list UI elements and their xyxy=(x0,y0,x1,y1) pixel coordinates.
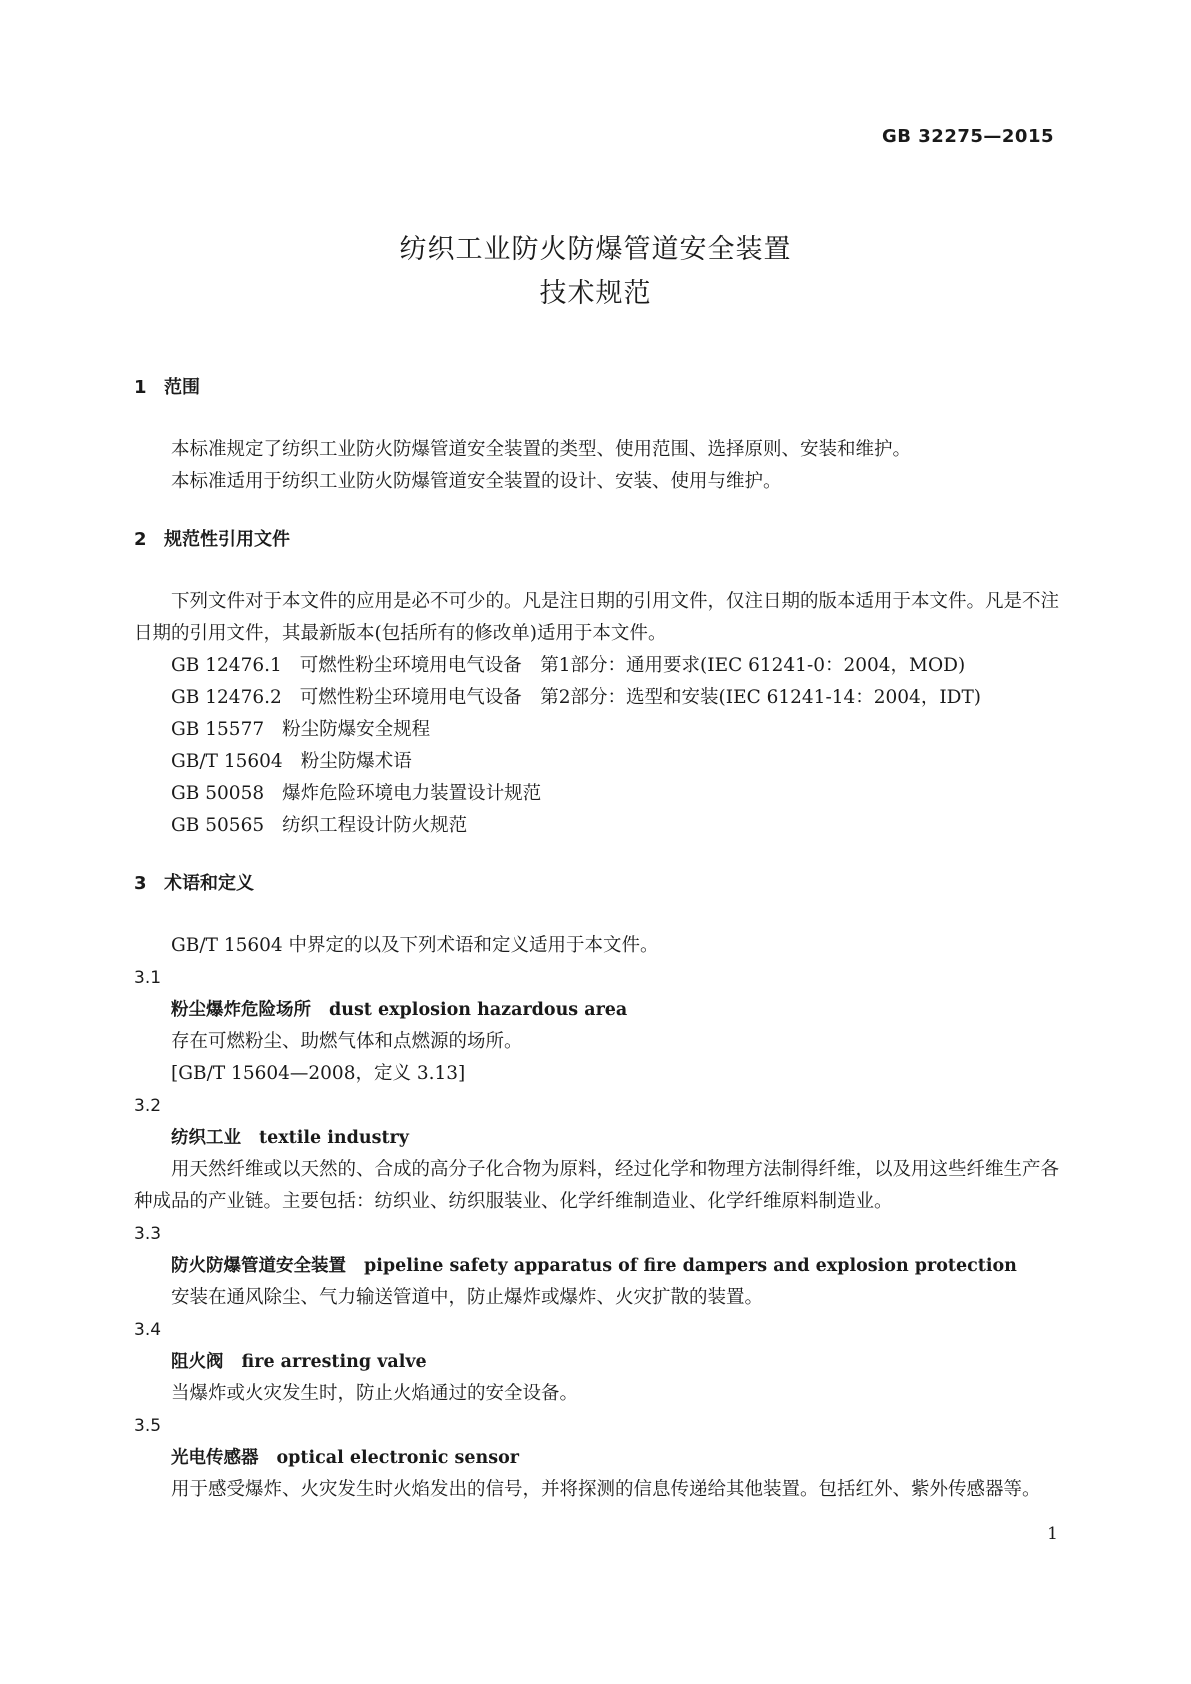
section-number: 3 xyxy=(134,873,147,894)
term-definition: 用天然纤维或以天然的、合成的高分子化合物为原料，经过化学和物理方法制得纤维，以及用这些纤维生产各种成品的产业链。主要包括：纺织业、纺织服装业、化学纤维制造业、化学纤维原料制造业。 xyxy=(134,1159,1060,1212)
term-number: 3.3 xyxy=(134,1224,162,1244)
reference-item xyxy=(134,746,1059,778)
document-body xyxy=(134,372,1059,1506)
term-definition: 安装在通风除尘、气力输送管道中，防止爆炸或爆炸、火灾扩散的装置。 xyxy=(171,1287,764,1308)
term-name xyxy=(134,994,1059,1026)
section-heading-normative-references xyxy=(134,524,1059,556)
term-definition: 当爆炸或火灾发生时，防止火焰通过的安全设备。 xyxy=(171,1383,579,1404)
term-name-zh: 防火防爆管道安全装置 xyxy=(171,1256,346,1276)
section-title: 规范性引用文件 xyxy=(164,529,290,550)
paragraph: 本标准规定了纺织工业防火防爆管道安全装置的类型、使用范围、选择原则、安装和维护。 xyxy=(171,439,912,460)
reference-title: 纺织工程设计防火规范 xyxy=(282,815,468,836)
term-number: 3.4 xyxy=(134,1320,162,1340)
term-name xyxy=(134,1346,1059,1378)
title-line-2: 技术规范 xyxy=(539,278,652,309)
reference-item xyxy=(134,714,1059,746)
paragraph: 下列文件对于本文件的应用是必不可少的。凡是注日期的引用文件，仅注日期的版本适用于本文件。凡是不注日期的引用文件，其最新版本(包括所有的修改单)适用于本文件。 xyxy=(134,591,1060,644)
title-line-1: 纺织工业防火防爆管道安全装置 xyxy=(399,234,792,265)
term-name-zh: 粉尘爆炸危险场所 xyxy=(171,1000,311,1020)
reference-item xyxy=(134,810,1059,842)
term-name xyxy=(134,1442,1059,1474)
paragraph: GB/T 15604 中界定的以及下列术语和定义适用于本文件。 xyxy=(171,935,659,956)
reference-code: GB 50565 xyxy=(171,815,265,836)
section-number: 1 xyxy=(134,377,147,398)
term-name-en: pipeline safety apparatus of fire dampers and explosion protection xyxy=(364,1256,1017,1276)
term-name-en: optical electronic sensor xyxy=(276,1448,519,1468)
section-heading-terms-definitions xyxy=(134,868,1059,900)
reference-item xyxy=(134,682,1059,714)
reference-title: 可燃性粉尘环境用电气设备 第2部分：选型和安装(IEC 61241-14：2004，IDT) xyxy=(299,687,982,708)
reference-title: 可燃性粉尘环境用电气设备 第1部分：通用要求(IEC 61241-0：2004，MOD) xyxy=(299,655,966,676)
term-number: 3.1 xyxy=(134,968,162,988)
term-name xyxy=(134,1122,1059,1154)
reference-code: GB 12476.1 xyxy=(171,655,282,676)
section-heading-scope xyxy=(134,372,1059,404)
reference-title: 粉尘防爆安全规程 xyxy=(282,719,431,740)
page-number: 1 xyxy=(1047,1524,1058,1544)
term-name-en: fire arresting valve xyxy=(241,1352,427,1372)
term-name-zh: 纺织工业 xyxy=(171,1128,241,1148)
reference-title: 爆炸危险环境电力装置设计规范 xyxy=(282,783,542,804)
term-definition: 用于感受爆炸、火灾发生时火焰发出的信号，并将探测的信息传递给其他装置。包括红外、紫外传感器等。 xyxy=(171,1479,1041,1500)
reference-item xyxy=(134,778,1059,810)
paragraph: 本标准适用于纺织工业防火防爆管道安全装置的设计、安装、使用与维护。 xyxy=(171,471,782,492)
term-definition: 存在可燃粉尘、助燃气体和点燃源的场所。 xyxy=(171,1031,523,1052)
section-title: 术语和定义 xyxy=(164,873,254,894)
reference-code: GB 12476.2 xyxy=(171,687,282,708)
reference-code: GB 50058 xyxy=(171,783,265,804)
term-name-en: dust explosion hazardous area xyxy=(329,1000,628,1020)
reference-title: 粉尘防爆术语 xyxy=(300,751,412,772)
reference-item xyxy=(134,650,1059,682)
section-title: 范围 xyxy=(164,377,200,398)
document-title xyxy=(0,228,1191,316)
reference-code: GB/T 15604 xyxy=(171,751,283,772)
term-name-en: textile industry xyxy=(259,1128,409,1148)
section-number: 2 xyxy=(134,529,147,550)
term-source: [GB/T 15604—2008，定义 3.13] xyxy=(171,1063,466,1084)
term-name-zh: 光电传感器 xyxy=(171,1448,259,1468)
term-name xyxy=(134,1250,1059,1282)
document-code: GB 32275—2015 xyxy=(882,126,1054,147)
term-number: 3.2 xyxy=(134,1096,162,1116)
term-name-zh: 阻火阀 xyxy=(171,1352,224,1372)
term-number: 3.5 xyxy=(134,1416,162,1436)
reference-code: GB 15577 xyxy=(171,719,265,740)
